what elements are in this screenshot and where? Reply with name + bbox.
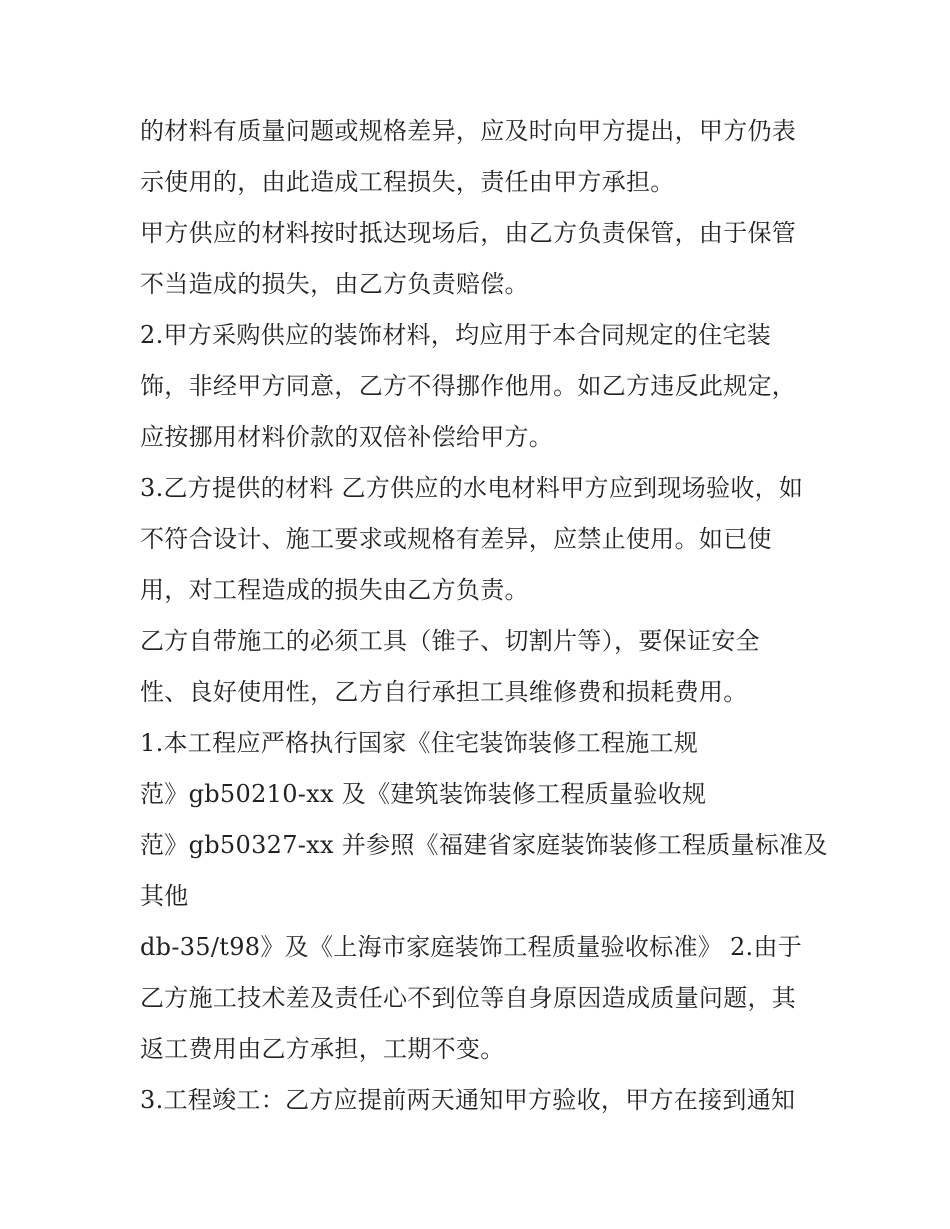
text-line: 饰，非经甲方同意，乙方不得挪作他用。如乙方违反此规定， (140, 372, 797, 400)
text-line: db-35/t98》及《上海市家庭装饰工程质量验收标准》 2.由于 (140, 933, 803, 961)
text-line: 1.本工程应严格执行国家《住宅装饰装修工程施工规 (140, 729, 699, 757)
text-line: 用，对工程造成的损失由乙方负责。 (140, 576, 529, 604)
text-line: 甲方供应的材料按时抵达现场后，由乙方负责保管，由于保管 (140, 219, 797, 247)
text-line: 其他 (140, 882, 189, 910)
text-line: 2.甲方采购供应的装饰材料，均应用于本合同规定的住宅装 (140, 321, 771, 349)
text-line: 示使用的，由此造成工程损失，责任由甲方承担。 (140, 168, 675, 196)
text-line: 应按挪用材料价款的双倍补偿给甲方。 (140, 423, 554, 451)
text-line: 范》gb50210-xx 及《建筑装饰装修工程质量验收规 (140, 780, 707, 808)
text-line: 性、良好使用性，乙方自行承担工具维修费和损耗费用。 (140, 678, 748, 706)
text-line: 3.乙方提供的材料 乙方供应的水电材料甲方应到现场验收，如 (140, 474, 804, 502)
text-line: 3.工程竣工：乙方应提前两天通知甲方验收，甲方在接到通知 (140, 1086, 796, 1114)
text-line: 乙方自带施工的必须工具（锥子、切割片等），要保证安全 (140, 627, 760, 655)
text-line: 的材料有质量问题或规格差异，应及时向甲方提出，甲方仍表 (140, 117, 797, 145)
text-line: 不符合设计、施工要求或规格有差异，应禁止使用。如已使 (140, 525, 772, 553)
text-line: 乙方施工技术差及责任心不到位等自身原因造成质量问题，其 (140, 984, 797, 1012)
text-line: 不当造成的损失，由乙方负责赔偿。 (140, 270, 529, 298)
text-line: 返工费用由乙方承担，工期不变。 (140, 1035, 505, 1063)
document-body (140, 106, 830, 1126)
text-line: 范》gb50327-xx 并参照《福建省家庭装饰装修工程质量标准及 (140, 831, 828, 859)
